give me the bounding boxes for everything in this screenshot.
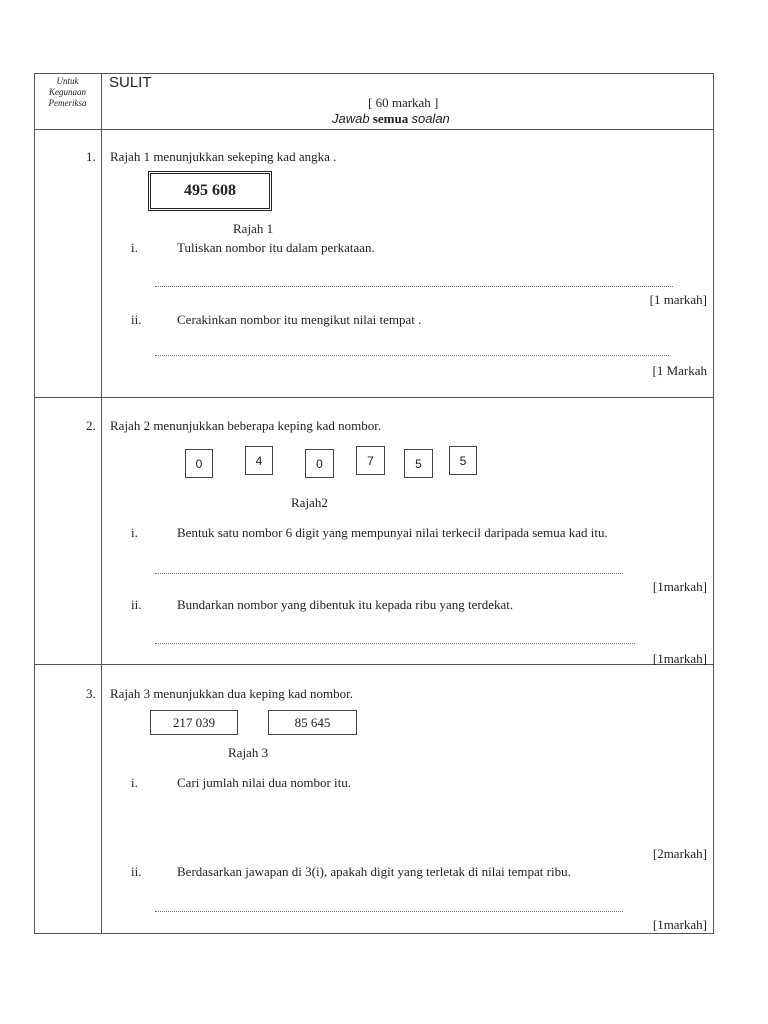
q2-figure-label: Rajah2 (291, 495, 328, 510)
q1-part-i-marks: [1 markah] (649, 292, 707, 307)
q3-part-ii-answer-line[interactable] (155, 911, 623, 912)
q2-divider (34, 664, 714, 665)
q2-part-i-marks: [1markah] (652, 579, 707, 594)
confidential-label: SULIT (109, 74, 152, 91)
question-table (34, 73, 714, 934)
examiner-column-label: Untuk Kegunaan Pemeriksa (48, 76, 87, 108)
q2-number: 2. (86, 418, 96, 433)
q2-card: 5 (404, 449, 433, 478)
q3-stem: Rajah 3 menunjukkan dua keping kad nombor. (110, 686, 353, 701)
q2-card: 5 (449, 446, 477, 475)
q3-part-i-label: i. (131, 775, 138, 790)
q1-part-i-text: Tuliskan nombor itu dalam perkataan. (177, 240, 375, 255)
total-marks: [ 60 markah ] (368, 95, 439, 110)
q1-part-ii-answer-line[interactable] (155, 355, 669, 356)
q3-part-i-marks: [2markah] (652, 846, 707, 861)
q2-card: 0 (185, 449, 213, 478)
q1-part-ii-label: ii. (131, 312, 142, 327)
q3-figure-label: Rajah 3 (228, 745, 269, 760)
q1-divider (34, 397, 714, 398)
examiner-column-divider (101, 73, 102, 934)
q3-part-i-text: Cari jumlah nilai dua nombor itu. (177, 775, 352, 790)
q1-part-ii-text: Cerakinkan nombor itu mengikut nilai tempat . (177, 312, 422, 327)
q1-number-card: 495 608 (148, 171, 272, 211)
q3-card: 217 039 (150, 710, 238, 735)
q1-figure-label: Rajah 1 (233, 221, 274, 236)
q2-part-i-answer-line[interactable] (155, 573, 623, 574)
q2-card: 7 (356, 446, 385, 475)
q2-part-ii-text: Bundarkan nombor yang dibentuk itu kepada ribu yang terdekat. (177, 597, 514, 612)
q2-part-ii-label: ii. (131, 597, 142, 612)
q2-card: 0 (305, 449, 334, 478)
q1-part-ii-marks: [1 Markah (652, 363, 707, 378)
q3-number: 3. (86, 686, 96, 701)
q1-number: 1. (86, 149, 96, 164)
q2-part-i-text: Bentuk satu nombor 6 digit yang mempunyai nilai terkecil daripada semua kad itu. (177, 525, 608, 540)
q3-card: 85 645 (268, 710, 357, 735)
q3-part-ii-text: Berdasarkan jawapan di 3(i), apakah digit yang terletak di nilai tempat ribu. (177, 864, 571, 879)
header-divider (34, 129, 714, 130)
q1-part-i-label: i. (131, 240, 138, 255)
q1-stem: Rajah 1 menunjukkan sekeping kad angka . (110, 149, 337, 164)
q2-part-ii-marks: [1markah] (652, 651, 707, 666)
q3-part-ii-label: ii. (131, 864, 142, 879)
q2-stem: Rajah 2 menunjukkan beberapa keping kad nombor. (110, 418, 382, 433)
q2-part-i-label: i. (131, 525, 138, 540)
q2-part-ii-answer-line[interactable] (155, 643, 635, 644)
instruction: Jawab semua soalan (332, 111, 450, 126)
q1-part-i-answer-line[interactable] (155, 286, 673, 287)
q2-card: 4 (245, 446, 273, 475)
q3-part-ii-marks: [1markah] (652, 917, 707, 932)
